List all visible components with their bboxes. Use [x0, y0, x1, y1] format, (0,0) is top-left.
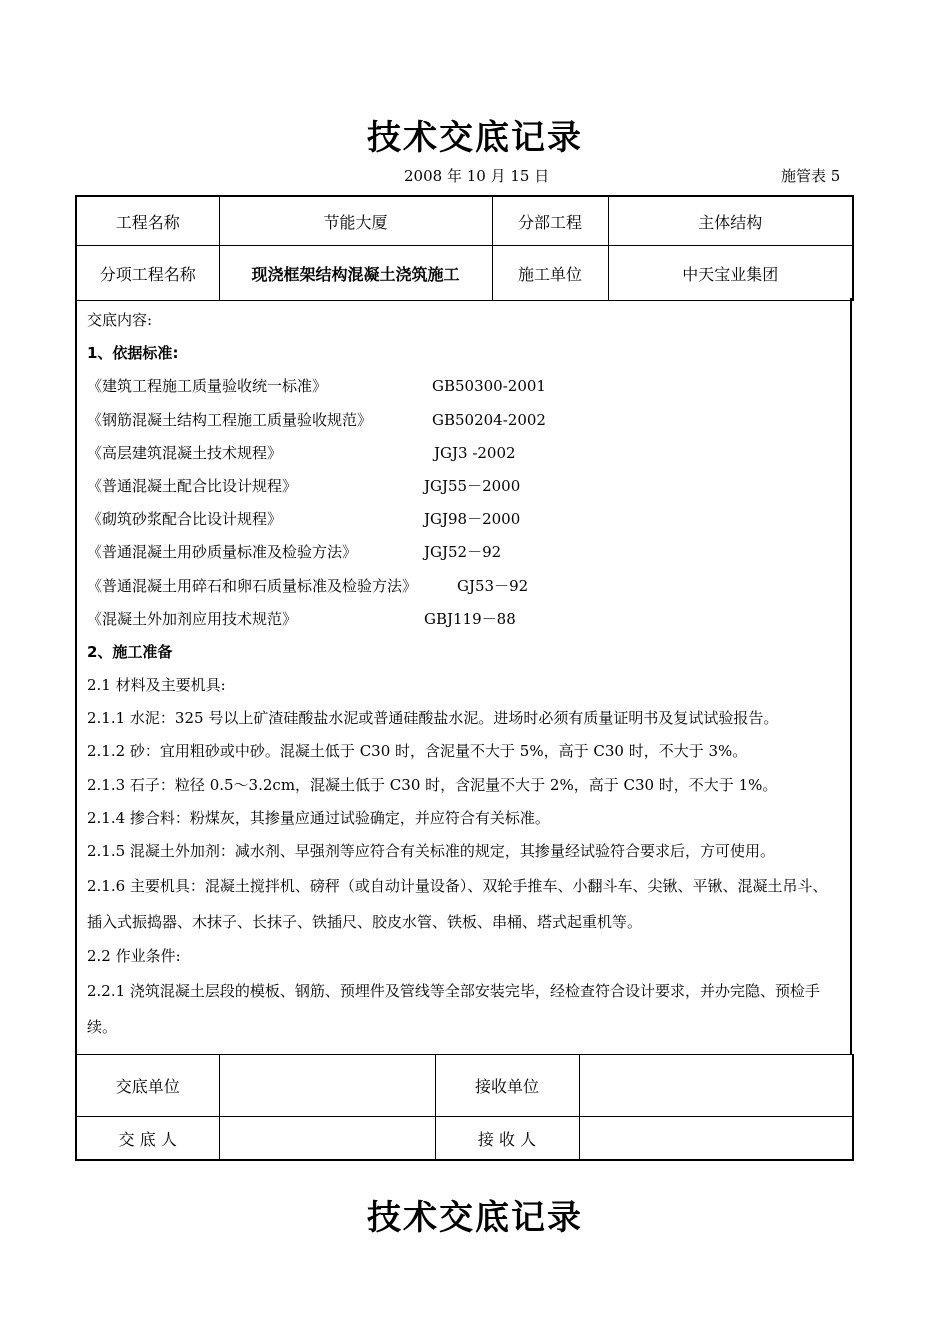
- standard-item: [87, 536, 842, 569]
- receiver-unit-field[interactable]: [579, 1055, 853, 1117]
- issuer-unit-label: 交底单位: [76, 1055, 219, 1117]
- standard-item: [87, 470, 842, 503]
- paragraph-2-1-4: 2.1.4 掺合料：粉煤灰，其掺量应通过试验确定，并应符合有关标准。: [87, 808, 550, 827]
- standard-code: JGJ98－2000: [424, 510, 521, 529]
- paragraph-2-2: 2.2 作业条件:: [87, 947, 181, 966]
- form-number: 施管表 5: [781, 167, 841, 185]
- standard-name: 《普通混凝土用碎石和卵石质量标准及检验方法》: [87, 576, 418, 595]
- contractor-value: 中天宝业集团: [608, 246, 853, 301]
- standard-code: JGJ55－2000: [424, 476, 521, 495]
- issuer-person-label: 交 底 人: [76, 1117, 219, 1161]
- standard-name: 《钢筋混凝土结构工程施工质量验收规范》: [87, 410, 373, 429]
- receiver-unit-label: 接收单位: [435, 1055, 579, 1117]
- standard-code: GJ53－92: [457, 576, 529, 595]
- page-title: 技术交底记录: [367, 118, 583, 158]
- subitem-value: 现浇框架结构混凝土浇筑施工: [219, 246, 492, 301]
- section-1-heading: 1、依据标准:: [87, 344, 179, 363]
- paragraph-2-1-5: 2.1.5 混凝土外加剂：减水剂、早强剂等应符合有关标准的规定，其掺量经试验符合要求后，方可使用。: [87, 842, 775, 860]
- project-value: 节能大厦: [219, 196, 492, 246]
- signature-table: [75, 1054, 854, 1161]
- standard-name: 《混凝土外加剂应用技术规范》: [87, 609, 298, 628]
- header-table: [75, 195, 854, 301]
- standard-item: [87, 503, 842, 536]
- standard-name: 《建筑工程施工质量验收统一标准》: [87, 377, 328, 396]
- standard-item: [87, 404, 842, 437]
- standard-name: 《普通混凝土用砂质量标准及检验方法》: [87, 543, 358, 562]
- standard-name: 《砌筑砂浆配合比设计规程》: [87, 510, 283, 529]
- standard-code: GBJ119－88: [424, 609, 516, 628]
- standard-name: 《高层建筑混凝土技术规程》: [87, 443, 283, 462]
- paragraph-2-1-6: 2.1.6 主要机具：混凝土搅拌机、磅秤（或自动计量设备）、双轮手推车、小翻斗车、尖锹、平锹、混凝土吊斗、插入式振捣器、木抹子、长抹子、铁插尺、胶皮水管、铁板、串桶、塔式起重机等。: [87, 877, 828, 932]
- record-date: 2008 年 10 月 15 日: [404, 167, 550, 185]
- division-label: 分部工程: [492, 196, 608, 246]
- issuer-unit-field[interactable]: [219, 1055, 435, 1117]
- header-row-subitem: [76, 246, 853, 301]
- receiver-person-field[interactable]: [579, 1117, 853, 1161]
- receiver-person-label: 接 收 人: [435, 1117, 579, 1161]
- section-2-heading: 2、施工准备: [87, 642, 173, 661]
- paragraph-2-1-2: 2.1.2 砂：宜用粗砂或中砂。混凝土低于 C30 时，含泥量不大于 5%，高于 C30 时，不大于 3%。: [87, 742, 748, 761]
- header-row-project: [76, 196, 853, 246]
- standard-name: 《普通混凝土配合比设计规程》: [87, 476, 298, 495]
- subitem-label: 分项工程名称: [76, 246, 219, 301]
- paragraph-2-2-1: 2.2.1 浇筑混凝土层段的模板、钢筋、预埋件及管线等全部安装完毕，经检查符合设计要求，并办完隐、预检手续。: [87, 982, 820, 1037]
- standard-code: GB50204-2002: [432, 410, 546, 429]
- division-value: 主体结构: [608, 196, 853, 246]
- standard-item: [87, 437, 842, 470]
- standard-item: [87, 603, 842, 636]
- standard-item: [87, 570, 842, 603]
- standard-code: JGJ3 -2002: [434, 443, 516, 462]
- paragraph-2-1-1: 2.1.1 水泥：325 号以上矿渣硅酸盐水泥或普通硅酸盐水泥。进场时必须有质量证明书及复试试验报告。: [87, 709, 779, 728]
- signature-row-units: [76, 1055, 853, 1117]
- standard-code: GB50300-2001: [432, 377, 546, 396]
- paragraph-2-1: 2.1 材料及主要机具:: [87, 676, 226, 695]
- contractor-label: 施工单位: [492, 246, 608, 301]
- standard-item: [87, 370, 842, 403]
- content-intro: 交底内容:: [87, 311, 153, 329]
- project-label: 工程名称: [76, 196, 219, 246]
- briefing-content: [75, 298, 852, 1054]
- standard-code: JGJ52－92: [424, 543, 502, 562]
- next-page-title: 技术交底记录: [367, 1198, 583, 1238]
- signature-row-persons: [76, 1117, 853, 1161]
- issuer-person-field[interactable]: [219, 1117, 435, 1161]
- paragraph-2-1-3: 2.1.3 石子：粒径 0.5～3.2cm，混凝土低于 C30 时，含泥量不大于 2%，高于 C30 时，不大于 1%。: [87, 775, 778, 794]
